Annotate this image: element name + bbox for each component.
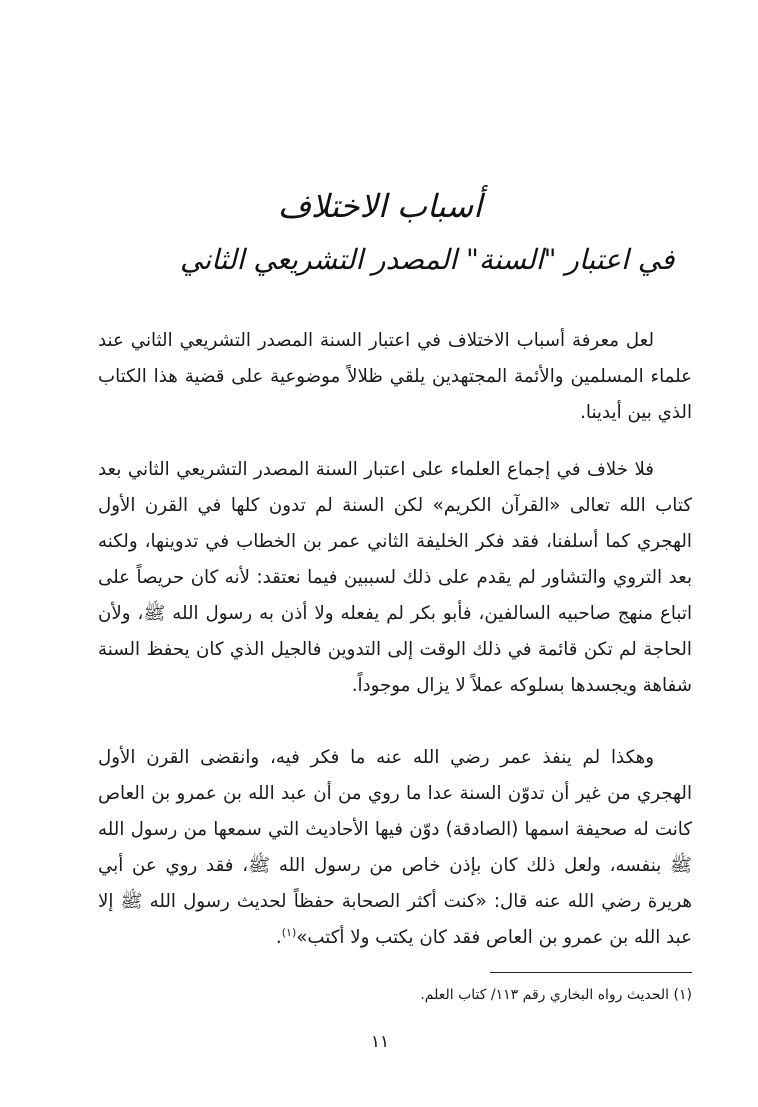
footnote-reference[interactable]: (١) xyxy=(281,925,297,939)
chapter-title: أسباب الاختلاف xyxy=(277,187,483,225)
paragraph-1 xyxy=(98,323,692,431)
paragraph-end-mark: . xyxy=(275,927,282,948)
paragraph-text: فلا خلاف في إجماع العلماء على اعتبار السنة المصدر التشريعي الثاني بعد كتاب الله تعالى «القرآن الكريم» لكن السنة لم تدون كلها في القرن الأول الهجري كما أسلفنا، فقد فكر الخليفة الثاني عمر بن الخطاب في تدوينها، ولكنه بعد التروي والتشاور لم يقدم على ذلك لسببين فيما نعتقد: لأنه كان حريصاً على اتباع منهج صاحبيه السالفين، فأبو بكر لم يفعله ولا أذن به رسول الله ﷺ، ولأن الحاجة لم تكن قائمة في ذلك الوقت إلى التدوين فالجيل الذي كان يحفظ السنة شفاهة ويجسدها بسلوكه عملاً لا يزال موجوداً. xyxy=(98,459,692,696)
page-number: ١١ xyxy=(370,1032,390,1052)
paragraph-text: لعل معرفة أسباب الاختلاف في اعتبار السنة المصدر التشريعي الثاني عند علماء المسلمين والأئمة المجتهدين يلقي ظلالاً موضوعية على قضية هذا الكتاب الذي بين أيدينا. xyxy=(98,330,692,423)
chapter-heading xyxy=(180,182,675,290)
paragraph-with-footnote xyxy=(98,740,692,956)
footnote-text: (١) الحديث رواه البخاري رقم ١١٣/ كتاب العلم. xyxy=(420,987,692,1003)
paragraph-2 xyxy=(98,452,692,704)
chapter-subtitle: في اعتبار "السنة" المصدر التشريعي الثاني xyxy=(180,243,675,276)
footnote-divider xyxy=(490,972,692,973)
paragraph-3 xyxy=(98,740,692,956)
paragraph-text: وهكذا لم ينفذ عمر رضي الله عنه ما فكر فيه، وانقضى القرن الأول الهجري من غير أن تدوّن السنة عدا ما روي من أن عبد الله بن عمرو بن العاص كانت له صحيفة اسمها (الصادقة) دوّن فيها الأحاديث التي سمعها من رسول الله ﷺ بنفسه، ولعل ذلك كان بإذن خاص من رسول الله ﷺ، فقد روي عن أبي هريرة رضي الله عنه قال: «كنت أكثر الصحابة حفظاً لحديث رسول الله ﷺ إلا عبد الله بن عمرو بن العاص فقد كان يكتب ولا أكتب» xyxy=(98,747,692,948)
